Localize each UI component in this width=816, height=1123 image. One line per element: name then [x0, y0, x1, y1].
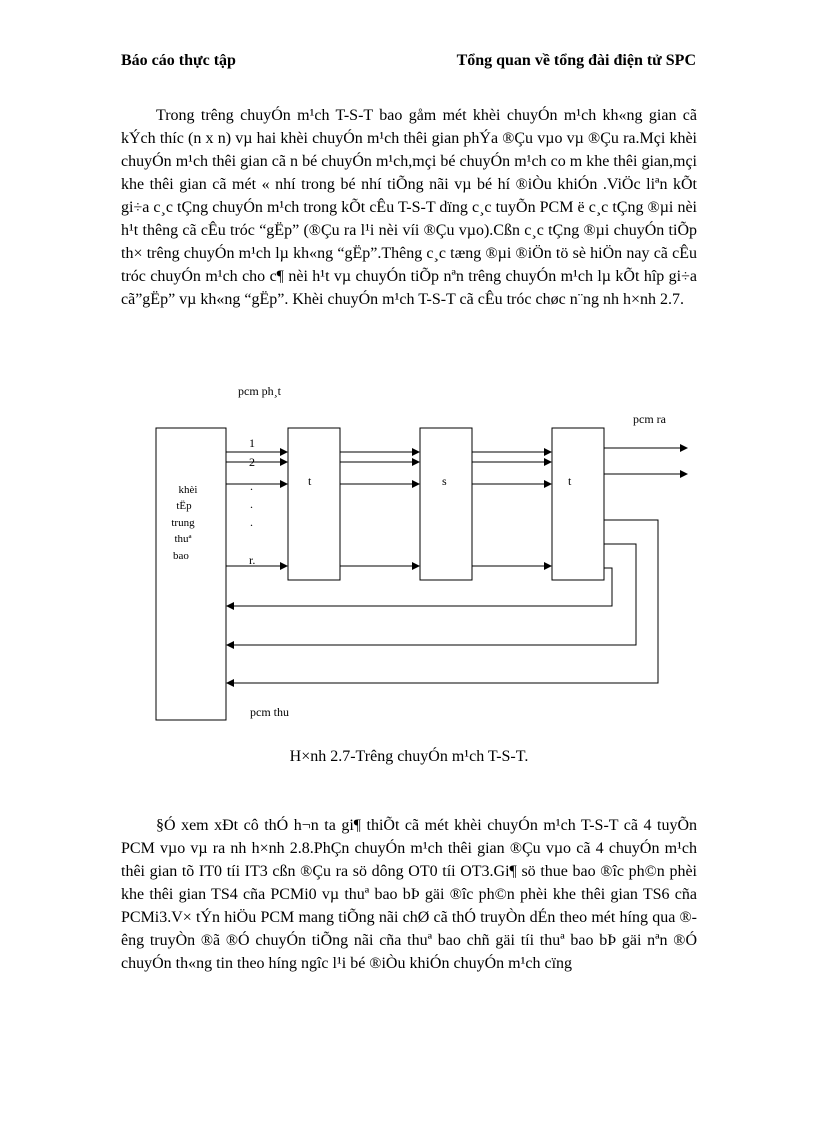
- page-header: [121, 52, 696, 76]
- block-label-line-2: tËp: [176, 500, 192, 512]
- line-label-1: 1: [249, 436, 255, 450]
- block-label-line-4: thuª: [174, 533, 192, 545]
- space-switch-box: [420, 428, 472, 580]
- tst-switching-diagram: [150, 378, 710, 728]
- label-pcm-phat: pcm ph¸t: [238, 384, 281, 398]
- switch-t1-label: t: [308, 474, 312, 488]
- time-switch-input-box: [288, 428, 340, 580]
- switch-s-label: s: [442, 474, 447, 488]
- line-label-dot-2: .: [250, 497, 253, 511]
- line-label-2: 2: [249, 455, 255, 469]
- subscriber-concentrator-block: [156, 428, 226, 720]
- line-label-dot-3: .: [250, 515, 253, 529]
- label-pcm-thu: pcm thu: [250, 705, 289, 719]
- block-label-line-5: bao: [173, 550, 189, 562]
- header-right-title: Tổng quan về tổng đài điện tử SPC: [456, 52, 696, 69]
- paragraph-1: Trong trêng chuyÓn m¹ch T-S-T bao gåm mét khèi chuyÓn m¹ch kh«ng gian cã kÝch thíc (n x n) vµ hai khèi chuyÓn m¹ch thêi gian phÝa ®Çu vµo vµ ®Çu ra.Mçi khèi chuyÓn m¹ch thêi gian cã n bé chuyÓn m¹ch,mçi bé chuyÓn m¹ch co m khe thêi gian,mçi khe thêi gian cã mét « nhí trong bé nhí tiÕng nãi vµ bé hí ®iÒu khiÓn .ViÖc liªn kÕt gi÷a c¸c tÇng chuyÓn m¹ch trong kÕt cÊu T-S-T dïng c¸c tuyÕn PCM ë c¸c tÇng ®µi nèi h¹t thêng cã cÊu tróc “gËp” (®Çu ra l¹i nèi víi ®Çu vµo).Cßn c¸c tÇng ®µi chuyÓn tiÕp th× trêng chuyÓn m¹ch lµ kh«ng “gËp”.Thêng c¸c tæng ®µi ®iÖn tö sè hiÖn nay cã cÊu tróc chuyÓn m¹ch cho c¶ nèi h¹t vµ chuyÓn tiÕp nªn trêng chuyÓn m¹ch lµ kÕt hîp gi÷a cã”gËp” vµ kh«ng “gËp”. Khèi chuyÓn m¹ch T-S-T cã cÊu tróc chøc n¨ng nh h×nh 2.7.: [121, 107, 697, 308]
- line-label-dot-1: .: [250, 479, 253, 493]
- block-label-line-1: khèi: [178, 484, 198, 496]
- line-label-r: r.: [249, 553, 256, 567]
- time-switch-output-box: [552, 428, 604, 580]
- figure-caption: H×nh 2.7-Trêng chuyÓn m¹ch T-S-T.: [289, 748, 529, 765]
- header-left-title: Báo cáo thực tập: [121, 52, 236, 69]
- paragraph-2: §Ó xem xÐt cô thÓ h¬n ta gi¶ thiÕt cã mét khèi chuyÓn m¹ch T-S-T cã 4 tuyÕn PCM vµo vµ ra nh h×nh 2.8.PhÇn chuyÓn m¹ch thêi gian ®Çu vµo cã 4 chuyÓn m¹ch thêi gian tõ IT0 tíi IT3 cßn ®Çu ra sö dông OT0 tíi OT3.Gi¶ sö thue bao ®îc ph©n phèi khe thêi gian TS4 cña PCMi0 vµ thuª bao bÞ gäi ®îc ph©n phèi khe thêi gian TS6 cña PCMi3.V× tÝn hiÖu PCM mang tiÕng nãi chØ cã thÓ truyÒn dÉn theo mét híng qua ®êng truyÒn ®ã ®Ó chuyÓn tiÕng nãi cña thuª bao chñ gäi tíi thuª bao bÞ gäi nªn ®Ó chuyÓn th«ng tin theo híng ngîc l¹i bé ®iÒu khiÓn chuyÓn m¹ch cïng: [121, 817, 697, 972]
- block-label-line-3: trung: [171, 517, 195, 529]
- switch-t2-label: t: [568, 474, 572, 488]
- label-pcm-ra: pcm ra: [633, 412, 666, 426]
